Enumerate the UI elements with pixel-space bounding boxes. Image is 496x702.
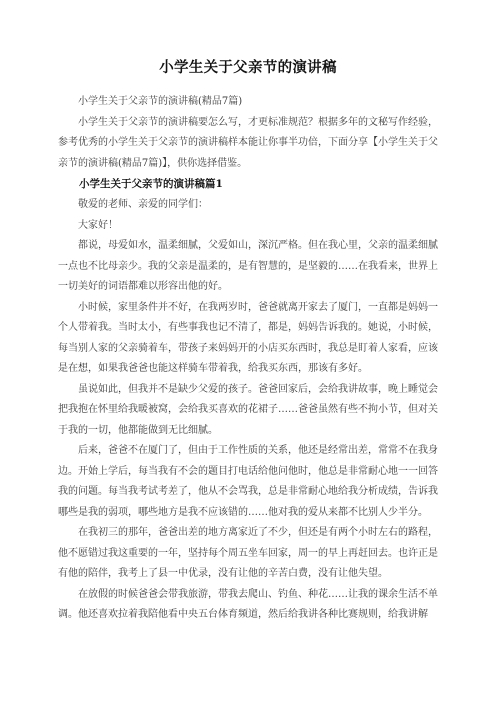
- body-paragraph: 后来，爸爸不在厦门了，但由于工作性质的关系，他还是经常出差，常常不在我身边。开始上学后，每当我有不会的题目打电话给他问他时，他总是非常耐心地一一回答我的问题。每当我考试考差了，他从不会骂我，总是非常耐心地给我分析成绩，告诉我哪些是我的弱项，哪些地方是我不应该错的……他对我的爱从来都不比别人少半分。: [58, 445, 438, 518]
- body-paragraph: 小时候，家里条件并不好，在我两岁时，爸爸就离开家去了厦门，一直都是妈妈一个人带着我。当时太小，有些事我也记不清了，都是，妈妈告诉我的。她说，小时候，每当别人家的父亲骑着车，带孩子来妈妈开的小店买东西时，我总是盯着人家看，应该是在想，如果我爸爸也能这样骑车带着我，给我买东西，那该有多好。: [58, 301, 438, 374]
- paragraph-greeting: 大家好！: [78, 219, 118, 231]
- body-paragraph: 都说，母爱如水，温柔细腻，父爱如山，深沉严格。但在我心里，父亲的温柔细腻一点也不比母亲少。我的父亲是温柔的，是有智慧的，是坚毅的……在我看来，世界上一切美好的词语都难以形容出他的好。: [58, 240, 438, 292]
- body-paragraph: 在我初三的那年，爸爸出差的地方离家近了不少，但还是有两个小时左右的路程，他不愿错过我这重要的一年，坚持每个周五坐车回家，周一的早上再赶回去。也许正是有他的陪伴，我考上了县一中优录，没有让他的辛苦白费，没有让他失望。: [58, 527, 438, 579]
- paragraph-salutation: 敬爱的老师、亲爱的同学们：: [78, 199, 208, 210]
- body-paragraph: 虽说如此，但我并不是缺少父爱的孩子。爸爸回家后，会给我讲故事，晚上睡觉会把我抱在怀里给我暖被窝，会给我买喜欢的花裙子……爸爸虽然有些不拘小节，但对关于我的一切，他都能做到无比细腻。: [58, 383, 438, 436]
- section-heading: 小学生关于父亲节的演讲稿篇1: [79, 178, 223, 190]
- body-paragraph: 在放假的时候爸爸会带我旅游，带我去爬山、钓鱼、种花……让我的课余生活不单调。他还喜欢拉着我陪他看中央五台体育频道，然后给我讲各种比赛规则，给我讲解: [58, 588, 438, 620]
- document-title: 小学生关于父亲节的演讲稿: [159, 59, 337, 76]
- intro-subtitle: 小学生关于父亲节的演讲稿(精品7篇): [78, 96, 243, 107]
- intro-description: 小学生关于父亲节的演讲稿要怎么写，才更标准规范？根据多年的文秘写作经验，参考优秀的小学生关于父亲节的演讲稿样本能让你事半功倍，下面分享【小学生关于父亲节的演讲稿(精品7篇)】，供你选择借鉴。: [58, 116, 438, 169]
